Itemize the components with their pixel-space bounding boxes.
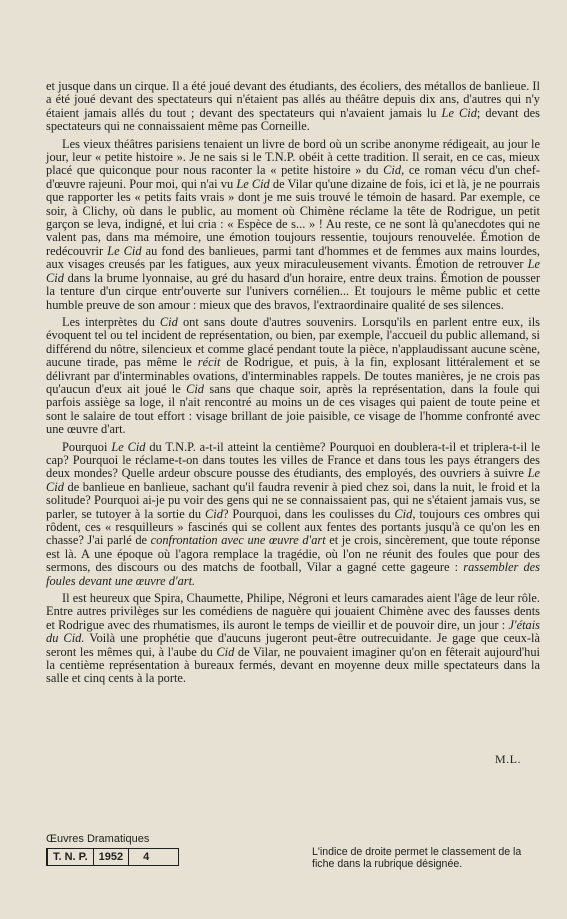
paragraph-3: Les interprètes du Cid ont sans doute d'autres souvenirs. Lorsqu'ils en parlent entre eux, ils évoquent tel ou tel incident de représentation, ou bien, par exemple, l'accueil du public allemand, si différend du nôtre, silencieux et comme glacé pendant toute la pièce, n'applaudissant aucune scène, aucune tirade, pas même le récit de Rodrigue, et puis, à la fin, explosant littéralement et se délivrant par d'interminables ovations, d'interminables rappels. De toutes manières, je ne crois pas qu'aucun d'eux ait joué le Cid sans que chaque soir, après la représentation, dans la foule qui parfois assiège sa loge, il n'ait rencontré au moins un de ces visages qui paient de toute peine et sont le salaire de tout effort : visage brillant de joie paisible, ce visage de l'homme confronté avec une œuvre d'art.	[46, 314, 540, 437]
footer-category: Œuvres Dramatiques	[46, 833, 150, 845]
article-body	[46, 80, 540, 690]
paragraph-5: Il est heureux que Spira, Chaumette, Philipe, Négroni et leurs camarades aient l'âge de leur rôle. Entre autres privilèges sur les comédiens de naguère qui jouaient Chimène avec des fausses dents et Rodrigue avec des rhumatismes, ils auront le temps de vieillir et de pouvoir dire, un jour : J'étais du Cid. Voilà une prophétie que d'aucuns jugeront peut-être outrecuidante. Je gage que ceux-là seront les mêmes qui, à l'aube du Cid de Vilar, ne pouvaient imaginer qu'on en fêterait aujourd'hui la centième représentation à bureaux fermés, devant en moyenne deux mille spectateurs dans la salle et cinq cents à la porte.	[46, 591, 540, 686]
paragraph-2: Les vieux théâtres parisiens tenaient un livre de bord où un scribe anonyme rédigeait, au jour le jour, leur « petite histoire ». Je ne sais si le T.N.P. obéit à cette tradition. Il serait, en ce cas, mieux placé que quiconque pour nous raconter la « petite histoire » du Cid, ce roman vécu d'un chef-d'œuvre rajeuni. Pour moi, qui n'ai vu Le Cid de Vilar qu'une dizaine de fois, ici et là, je ne pourrais que rapporter les « petits faits vrais » dont je me suis trouvé le témoin de hasard. Par exemple, ce soir, à Clichy, où dans le public, au moment où Chimène réclame la tête de Rodrigue, un petit garçon se leva, indigné, et lui cria : « Espèce de s... » ! Au reste, ce ne sont là qu'anecdotes qui ne valent pas, dans ma mémoire, une émotion toujours ressentie, toujours renouvelée. Émotion de redécouvrir Le Cid au fond des banlieues, parmi tant d'hommes et de femmes aux mains lourdes, aux visages creusés par les fatigues, aux yeux miraculeusement vivants. Émotion de retrouver Le Cid dans la brume lyonnaise, au gré du hasard d'un horaire, entre deux trains. Émotion de pousser la tenture d'un cirque entr'ouverte sur l'univers cornélien... Et toujours le même public et cette humble preuve de son amour : mieux que des bravos, l'extraordinaire qualité de ses silences.	[46, 136, 541, 312]
footer-note: L'indice de droite permet le classement de la fiche dans la rubrique désignée.	[312, 846, 522, 870]
paragraph-1: et jusque dans un cirque. Il a été joué devant des étudiants, des écoliers, des métallos de banlieue. Il a été joué devant des spectateurs qui n'étaient pas allés au théâtre depuis dix ans, d'autres qui n'y étaient jamais allés du tout ; devant des spectateurs qui n'avaient jamais lu Le Cid; devant des spectateurs qui ne connaissaient même pas Corneille.	[46, 79, 541, 134]
index-year: 1952	[94, 849, 129, 865]
author-signature: M.L.	[495, 752, 521, 766]
index-publisher: T. N. P.	[48, 849, 94, 865]
footer-index-box	[46, 848, 179, 866]
index-number: 4	[143, 851, 150, 863]
paragraph-4: Pourquoi Le Cid du T.N.P. a-t-il atteint la centième? Pourquoi en doublera-t-il et triplera-t-il le cap? Pourquoi le réclame-t-on dans toutes les villes de France et dans tous les pays étrangers des deux mondes? Quelle ardeur obscure pousse des étudiants, des employés, des ouvriers à suivre Le Cid de banlieue en banlieue, sachant qu'il faudra revenir à pied chez soi, dans la nuit, le froid et la solitude? Pourquoi ai-je pu voir des gens qui ne se connaissaient pas, qui ne s'étaient jamais vus, se parler, se tutoyer à la sortie du Cid? Pourquoi, dans les coulisses du Cid, toujours ces ombres qui rôdent, ces « resquilleurs » fascinés qui se collent aux fentes des portants jusqu'à ce qu'on les en chasse? J'ai parlé de confrontation avec une œuvre d'art et je crois, sincèrement, que toute réponse est là. A une époque où l'agora remplace la tragédie, où l'on ne réunit des foules que pour des sermons, des discours ou des matchs de football, Vilar a gagné cette gageure : rassembler des foules devant une œuvre d'art.	[46, 439, 541, 588]
